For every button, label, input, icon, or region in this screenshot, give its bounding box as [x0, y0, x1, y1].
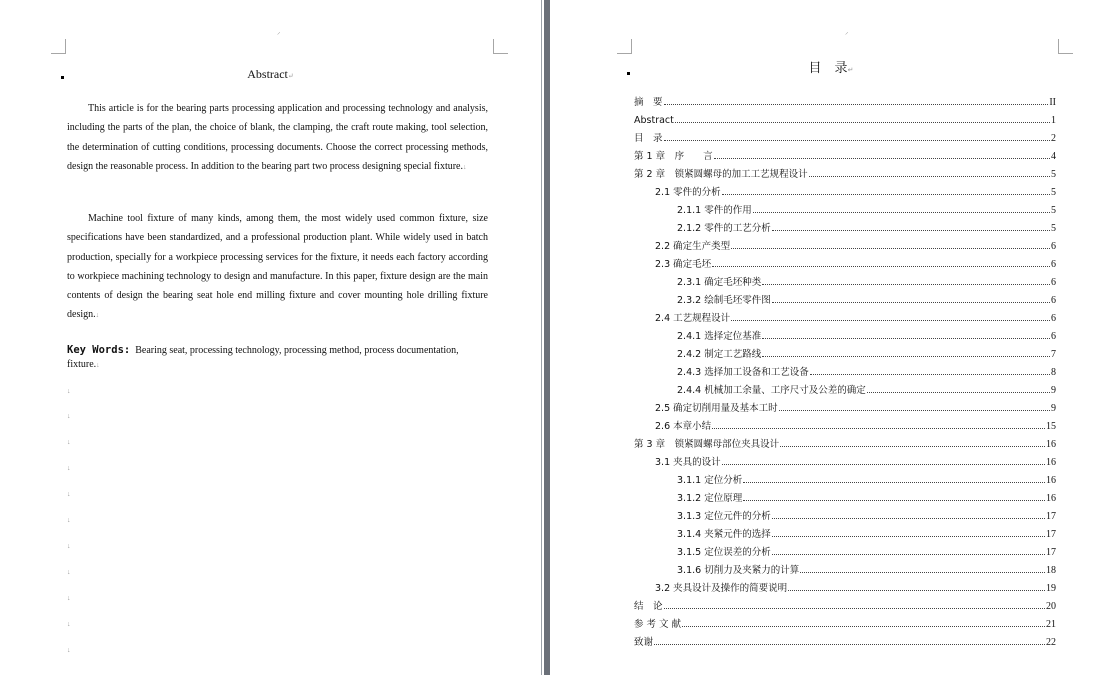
- toc-entry-page: II: [1049, 97, 1056, 108]
- toc-entry-label: 第 3 章 锁紧圆螺母部位夹具设计: [634, 439, 780, 450]
- toc-entry-label: 2.1.2 零件的工艺分析: [677, 223, 771, 234]
- abstract-paragraph-1: This article is for the bearing parts processing application and processing technology and analysis, including the parts of the plan, the choice of blank, the clamping, the craft route making, tool selection, the determination of cutting conditions, processing documents. Choose the correct processing methods, design the reasonable process. In addition to the bearing part two process designing special fixture.↓: [67, 103, 488, 172]
- page-title: Abstract↵: [247, 67, 294, 81]
- toc-entry-page: 17: [1046, 529, 1056, 540]
- margin-corner-top-right: [493, 39, 508, 54]
- gutter-bar: [544, 0, 550, 675]
- toc-entry[interactable]: [655, 310, 1056, 324]
- toc-leader-dots: [731, 320, 1050, 321]
- toc-entry[interactable]: [634, 616, 1056, 630]
- margin-corner-top-left: [51, 39, 66, 54]
- toc-entry-label: 目 录: [634, 133, 663, 144]
- empty-paragraph-mark: ↓: [67, 438, 71, 446]
- toc-leader-dots: [762, 338, 1050, 339]
- toc-entry-page: 16: [1046, 475, 1056, 486]
- toc-entry[interactable]: [634, 130, 1056, 144]
- toc-leader-dots: [800, 572, 1045, 573]
- empty-paragraph-mark: ↓: [67, 464, 71, 472]
- toc-entry[interactable]: [655, 256, 1056, 270]
- toc-entry-label: 3.1.1 定位分析: [677, 475, 743, 486]
- toc-entry-label: 2.1.1 零件的作用: [677, 205, 752, 216]
- toc-leader-dots: [714, 158, 1050, 159]
- toc-entry-page: 5: [1051, 205, 1056, 216]
- header-mark: ⸍: [277, 31, 281, 39]
- toc-entry-label: 摘 要: [634, 97, 663, 108]
- toc-entry-label: 2.4 工艺规程设计: [655, 313, 731, 324]
- toc-leader-dots: [788, 590, 1045, 591]
- toc-entry-page: 6: [1051, 277, 1056, 288]
- toc-entry-page: 6: [1051, 331, 1056, 342]
- toc-entry[interactable]: [677, 472, 1056, 486]
- toc-entry[interactable]: [634, 112, 1056, 126]
- toc-entry-page: 18: [1046, 565, 1056, 576]
- keywords-label: Key Words:: [67, 344, 131, 356]
- toc-entry-page: 9: [1051, 385, 1056, 396]
- toc-entry[interactable]: [677, 364, 1056, 378]
- toc-leader-dots: [654, 644, 1045, 645]
- toc-entry-page: 21: [1046, 619, 1056, 630]
- toc-leader-dots: [753, 212, 1050, 213]
- toc-entry-page: 6: [1051, 241, 1056, 252]
- margin-corner-top-left: [617, 39, 632, 54]
- toc-entry-label: 致谢: [634, 637, 654, 648]
- toc-entry-label: 2.3 确定毛坯: [655, 259, 712, 270]
- keywords-text: Bearing seat, processing technology, processing method, process documentation, fixture.: [67, 345, 459, 370]
- toc-leader-dots: [772, 230, 1050, 231]
- toc-entry-page: 16: [1046, 439, 1056, 450]
- toc-entry-page: 5: [1051, 169, 1056, 180]
- toc-entry-page: 2: [1051, 133, 1056, 144]
- toc-leader-dots: [664, 140, 1050, 141]
- empty-paragraph-mark: ↓: [67, 516, 71, 524]
- toc-entry-page: 9: [1051, 403, 1056, 414]
- toc-entry-page: 6: [1051, 295, 1056, 306]
- toc-entry-label: 3.2 夹具设计及操作的简要说明: [655, 583, 788, 594]
- empty-paragraph-mark: ↓: [67, 387, 71, 395]
- toc-entry-page: 22: [1046, 637, 1056, 648]
- toc-entry-label: 2.4.3 选择加工设备和工艺设备: [677, 367, 809, 378]
- toc-entry[interactable]: [677, 562, 1056, 576]
- toc-entry-label: 2.6 本章小结: [655, 421, 712, 432]
- toc-entry[interactable]: [677, 292, 1056, 306]
- toc-entry[interactable]: [677, 202, 1056, 216]
- toc-entry-label: 3.1.4 夹紧元件的选择: [677, 529, 771, 540]
- toc-leader-dots: [722, 194, 1050, 195]
- toc-entry-page: 1: [1051, 115, 1056, 126]
- toc-entry[interactable]: [677, 382, 1056, 396]
- toc-entry[interactable]: [655, 184, 1056, 198]
- toc-entry-page: 4: [1051, 151, 1056, 162]
- empty-paragraph-mark: ↓: [67, 646, 71, 654]
- toc-leader-dots: [675, 122, 1050, 123]
- toc-leader-dots: [664, 608, 1045, 609]
- toc-leader-dots: [722, 464, 1045, 465]
- toc-entry[interactable]: [677, 526, 1056, 540]
- toc-entry[interactable]: [634, 598, 1056, 612]
- empty-paragraph-mark: ↓: [67, 620, 71, 628]
- toc-entry-page: 17: [1046, 547, 1056, 558]
- toc-leader-dots: [780, 446, 1045, 447]
- toc-entry-label: 3.1.6 切削力及夹紧力的计算: [677, 565, 800, 576]
- toc-leader-dots: [772, 302, 1050, 303]
- abstract-paragraph-2: Machine tool fixture of many kinds, among them, the most widely used common fixture, size specifications have been standardized, and a professional production plant. While widely used in batch production, specially for a workpiece processing services for the fixture, it needs each factory according to workpiece machining technology to design and manufacture. In this paper, fixture design are the main contents of design the bearing seat hole end milling fixture and cover mounting hole drilling fixture design.↓: [67, 213, 488, 321]
- toc-entry-label: 2.4.4 机械加工余量、工序尺寸及公差的确定: [677, 385, 866, 396]
- toc-entry-label: Abstract: [634, 115, 674, 126]
- toc-entry[interactable]: [677, 508, 1056, 522]
- toc-entry-label: 第 2 章 锁紧圆螺母的加工工艺规程设计: [634, 169, 808, 180]
- toc-entry-page: 20: [1046, 601, 1056, 612]
- empty-paragraph-mark: ↓: [67, 412, 71, 420]
- toc-leader-dots: [779, 410, 1050, 411]
- abstract-page: [0, 0, 541, 675]
- toc-entry-page: 5: [1051, 223, 1056, 234]
- toc-entry[interactable]: [634, 148, 1056, 162]
- toc-entry-page: 19: [1046, 583, 1056, 594]
- toc-entry-page: 6: [1051, 313, 1056, 324]
- header-mark: ⸍: [845, 31, 849, 39]
- toc-entry-label: 2.3.2 绘制毛坯零件图: [677, 295, 771, 306]
- toc-entry[interactable]: [677, 220, 1056, 234]
- toc-entry[interactable]: [677, 328, 1056, 342]
- toc-entry[interactable]: [655, 238, 1056, 252]
- toc-entry-page: 16: [1046, 493, 1056, 504]
- toc-entry-page: 15: [1046, 421, 1056, 432]
- toc-leader-dots: [762, 284, 1050, 285]
- toc-entry-label: 2.2 确定生产类型: [655, 241, 731, 252]
- toc-entry-label: 参 考 文 献: [634, 619, 682, 630]
- toc-leader-dots: [867, 392, 1050, 393]
- toc-entry-label: 2.3.1 确定毛坯种类: [677, 277, 762, 288]
- toc-title: 目 录↵: [808, 61, 854, 76]
- toc-entry[interactable]: [634, 634, 1056, 648]
- toc-entry-label: 结 论: [634, 601, 663, 612]
- toc-entry[interactable]: [677, 544, 1056, 558]
- toc-entry[interactable]: [677, 346, 1056, 360]
- toc-entry-label: 3.1.3 定位元件的分析: [677, 511, 771, 522]
- toc-entry-label: 3.1.5 定位误差的分析: [677, 547, 771, 558]
- gutter-edge-line: [541, 0, 542, 675]
- toc-page: [553, 0, 1109, 675]
- empty-paragraph-mark: ↓: [67, 594, 71, 602]
- toc-entry-label: 2.5 确定切削用量及基本工时: [655, 403, 778, 414]
- toc-entry[interactable]: [655, 580, 1056, 594]
- toc-entry-label: 第 1 章 序 言: [634, 151, 713, 162]
- toc-entry-label: 2.1 零件的分析: [655, 187, 721, 198]
- toc-leader-dots: [712, 266, 1050, 267]
- toc-leader-dots: [762, 356, 1050, 357]
- toc-entry[interactable]: [655, 400, 1056, 414]
- empty-paragraph-mark: ↓: [67, 568, 71, 576]
- toc-leader-dots: [712, 428, 1045, 429]
- toc-leader-dots: [664, 104, 1049, 105]
- toc-entry-label: 3.1.2 定位原理: [677, 493, 743, 504]
- page-gutter: [541, 0, 553, 675]
- toc-leader-dots: [743, 500, 1045, 501]
- toc-entry-page: 5: [1051, 187, 1056, 198]
- toc-entry-label: 3.1 夹具的设计: [655, 457, 721, 468]
- toc-entry-page: 6: [1051, 259, 1056, 270]
- toc-entry[interactable]: [634, 94, 1056, 108]
- toc-leader-dots: [810, 374, 1050, 375]
- toc-entry[interactable]: [677, 274, 1056, 288]
- toc-entry[interactable]: [677, 490, 1056, 504]
- toc-entry-page: 7: [1051, 349, 1056, 360]
- toc-entry-page: 16: [1046, 457, 1056, 468]
- empty-paragraph-mark: ↓: [67, 490, 71, 498]
- toc-leader-dots: [772, 518, 1045, 519]
- toc-entry-page: 8: [1051, 367, 1056, 378]
- toc-leader-dots: [731, 248, 1050, 249]
- margin-corner-top-right: [1058, 39, 1073, 54]
- toc-entry[interactable]: [634, 436, 1056, 450]
- toc-entry-page: 17: [1046, 511, 1056, 522]
- toc-entry[interactable]: [655, 454, 1056, 468]
- toc-leader-dots: [772, 536, 1045, 537]
- keywords: Key Words: Bearing seat, processing technology, processing method, process documentation, fixture.↓: [67, 344, 459, 370]
- toc-entry-label: 2.4.1 选择定位基准: [677, 331, 762, 342]
- empty-paragraph-mark: ↓: [67, 542, 71, 550]
- toc-entry[interactable]: [634, 166, 1056, 180]
- toc-leader-dots: [772, 554, 1045, 555]
- toc-entry-label: 2.4.2 制定工艺路线: [677, 349, 762, 360]
- toc-leader-dots: [809, 176, 1050, 177]
- toc-entry[interactable]: [655, 418, 1056, 432]
- toc-leader-dots: [682, 626, 1045, 627]
- toc-leader-dots: [743, 482, 1045, 483]
